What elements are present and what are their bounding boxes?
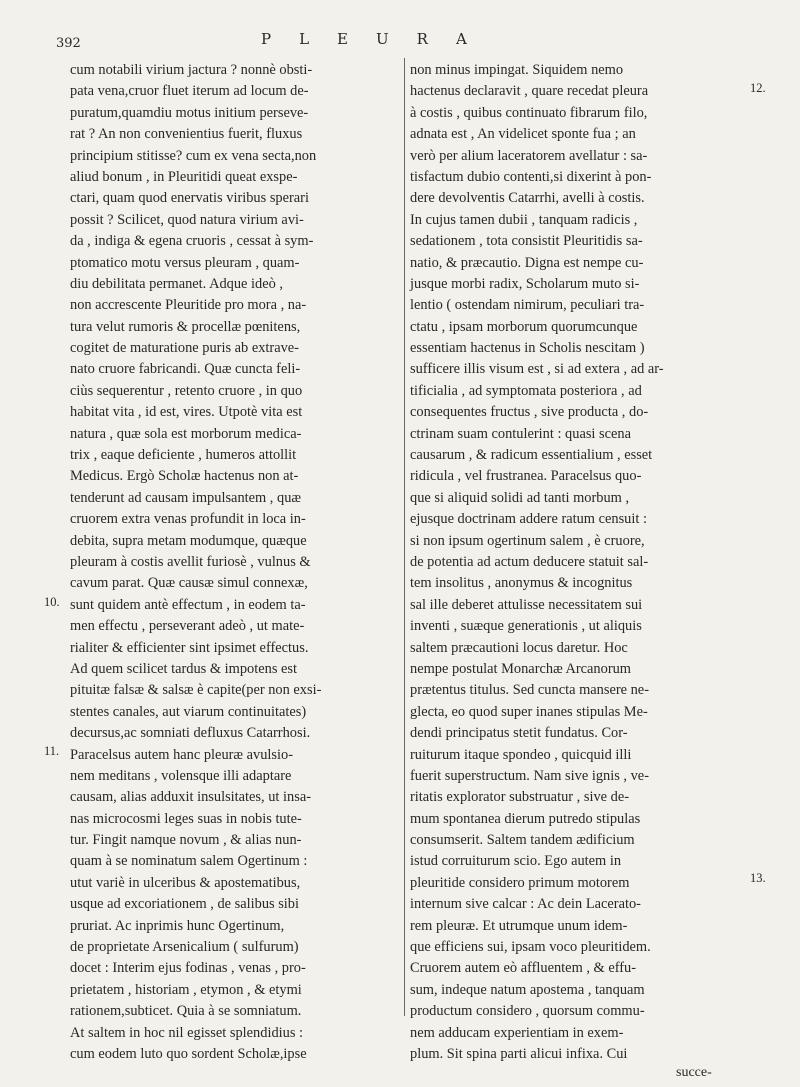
text-line: utut variè in ulceribus & apostematibus,	[70, 874, 301, 891]
text-line: causam, alias adduxit insulsitates, ut insa-	[70, 789, 311, 806]
text-line: pata vena,cruor fluet iterum ad locum de-	[70, 83, 309, 100]
text-line: cum eodem luto quo sordent Scholæ,ipse	[70, 1045, 307, 1062]
text-line: lentio ( ostendam nimirum, peculiari tra-	[410, 297, 645, 314]
text-line: essentiam hactenus in Scholis nescitam )	[410, 340, 645, 357]
text-line: pruriat. Ac inprimis hunc Ogertinum,	[70, 917, 285, 934]
text-line: da , indiga & egena cruoris , cessat à sym-	[70, 233, 314, 250]
text-line: principium stitisse? cum ex vena secta,non	[70, 147, 317, 164]
text-line: sal ille deberet attulisse necessitatem sui	[410, 596, 643, 613]
text-line: si non ipsum ogertinum salem , è cruore,	[410, 532, 645, 549]
text-line: que efficiens sui, ipsam voco pleuritidem.	[410, 939, 651, 956]
text-line: cavum parat. Quæ causæ simul connexæ,	[70, 575, 308, 592]
text-line: trix , eaque deficiente , humeros attollit	[70, 447, 297, 464]
text-line: diu debilitata permanet. Adque ideò ,	[70, 275, 283, 292]
text-line: ciùs sequerentur , retento cruore , in quo	[70, 382, 303, 399]
text-line: debita, supra metam modumque, quæque	[70, 532, 307, 549]
text-line: pleuritide considero primum motorem	[410, 874, 630, 891]
text-line: ritatis explorator substruatur , sive de-	[410, 789, 630, 806]
margin-number-13: 13.	[750, 871, 766, 885]
text-line: possit ? Scilicet, quod natura virium avi-	[70, 211, 304, 228]
text-line: nem meditans , volensque illi adaptare	[70, 767, 292, 784]
text-line: tisfactum dubio contenti,si dixerint à pon-	[410, 168, 652, 185]
text-line: adnata est , An videlicet sponte fua ; an	[410, 126, 636, 143]
column-divider	[404, 58, 405, 1016]
text-line: usque ad excoriationem , de salibus sibi	[70, 896, 299, 913]
running-head: PLEURA	[261, 30, 495, 48]
text-line: habitat vita , id est, vires. Utpotè vita est	[70, 404, 303, 421]
text-line: puratum,quamdiu motus initium perseve-	[70, 104, 309, 121]
text-line: In cujus tamen dubii , tanquam radicis ,	[410, 211, 638, 228]
text-line: plum. Sit spina parti alicui infixa. Cui	[410, 1045, 628, 1062]
text-line: saltem præcautioni locus daretur. Hoc	[410, 639, 628, 656]
text-line: fuerit superstructum. Nam sive ignis , ve-	[410, 767, 649, 784]
text-line: rialiter & efficienter sint ipsimet effectus.	[70, 639, 309, 656]
page-header	[56, 30, 760, 52]
text-line: ctari, quam quod enervatis viribus sperari	[70, 190, 309, 207]
text-line: tem insolitus , anonymus & incognitus	[410, 575, 633, 592]
text-line: tificialia , ad symptomata posteriora , ad	[410, 382, 642, 399]
text-line: rationem,subticet. Quia à se somniatum.	[70, 1003, 302, 1020]
text-line: consumserit. Saltem tandem ædificium	[410, 832, 635, 849]
text-line: prætentus titulus. Sed cuncta mansere ne-	[410, 682, 649, 699]
text-line: jusque morbi radix, Scholarum muto si-	[410, 275, 640, 292]
text-line: cruorem extra venas profundit in loca in-	[70, 511, 306, 528]
text-line: ejusque doctrinam addere ratum censuit :	[410, 511, 647, 528]
text-line: men effectu , perseverant adeò , ut mate-	[70, 618, 305, 635]
text-line: verò per alium laceratorem avellatur : sa-	[410, 147, 648, 164]
text-line: mum spontanea dierum putredo stipulas	[410, 810, 641, 827]
text-line: prietatem , historiam , etymon , & etymi	[70, 981, 302, 998]
text-line: causarum , & radicum essentialium , esset	[410, 447, 653, 464]
text-line: docet : Interim ejus fodinas , venas , pro-	[70, 960, 306, 977]
text-line: pleuram à costis avellit furiosè , vulnus &	[70, 553, 311, 570]
right-column	[410, 60, 740, 1065]
text-line: decursus,ac somniati defluxus Catarrhosi.	[70, 725, 311, 742]
text-line: nem adducam experientiam in exem-	[410, 1024, 624, 1041]
text-line: consequentes fructus , sive producta , do-	[410, 404, 649, 421]
text-line: non minus impingat. Siquidem nemo	[410, 62, 624, 78]
text-line: productum considero , quorsum commu-	[410, 1003, 645, 1020]
text-line: internum sive calcar : Ac dein Lacerato-	[410, 896, 641, 913]
text-line: Paracelsus autem hanc pleuræ avulsio-	[70, 746, 293, 763]
text-line: sufficere illis visum est , si ad extera , ad ar-	[410, 361, 664, 378]
text-line: ctrinam suam contulerint : quasi scena	[410, 425, 631, 442]
text-line: à costis , quibus continuato fibrarum filo,	[410, 104, 648, 121]
text-line: tenderunt ad causam impulsantem , quæ	[70, 489, 301, 506]
text-line: de proprietate Arsenicalium ( sulfurum)	[70, 939, 299, 956]
text-line: nas microcosmi leges suas in nobis tute-	[70, 810, 302, 827]
left-column	[70, 60, 400, 1065]
text-line: natio, & præcautio. Digna est nempe cu-	[410, 254, 644, 271]
text-line: sedationem , tota consistit Pleuritidis sa-	[410, 233, 643, 250]
catchword: succe-	[676, 1065, 712, 1080]
text-line: nempe postulat Monarchæ Arcanorum	[410, 660, 632, 677]
text-line: cum notabili virium jactura ? nonnè obsti-	[70, 62, 313, 78]
text-line: non accrescente Pleuritide pro mora , na-	[70, 297, 307, 314]
text-line: stentes canales, aut viarum continuitates)	[70, 703, 307, 720]
text-line: sum, indeque natum apostema , tanquam	[410, 981, 645, 998]
text-line: ptomatico motu versus pleuram , quam-	[70, 254, 300, 271]
text-line: glecta, eo quod super inanes stipulas Me-	[410, 703, 648, 720]
text-line: hactenus declaravit , quare recedat pleura	[410, 83, 649, 100]
text-line: sunt quidem antè effectum , in eodem ta-	[70, 596, 306, 613]
text-line: rem pleuræ. Et utrumque unum idem-	[410, 917, 628, 934]
margin-number-11: 11.	[44, 744, 60, 758]
margin-number-10: 10.	[44, 595, 60, 609]
text-line: natura , quæ sola est morborum medica-	[70, 425, 302, 442]
text-line: pituitæ falsæ & salsæ è capite(per non exsi-	[70, 682, 322, 699]
text-line: inventi , suæque generationis , ut aliquis	[410, 618, 642, 635]
text-line: rat ? An non convenientius fuerit, fluxus	[70, 126, 303, 143]
text-line: Ad quem scilicet tardus & impotens est	[70, 660, 298, 677]
text-line: que si aliquid solidi ad tanti morbum ,	[410, 489, 630, 506]
text-line: dere devolventis Catarrhi, avelli à costis.	[410, 190, 645, 207]
text-line: dendi principatus stetit fundatus. Cor-	[410, 725, 628, 742]
text-line: ruiturum itaque spondeo , quicquid illi	[410, 746, 632, 763]
text-line: Cruorem autem eò affluentem , & effu-	[410, 960, 637, 977]
text-line: At saltem in hoc nil egisset splendidius :	[70, 1024, 304, 1041]
page-number: 392	[56, 36, 81, 51]
text-line: aliud bonum , in Pleuritidi queat exspe-	[70, 168, 298, 185]
text-line: nato cruore fabricandi. Quæ cuncta feli-	[70, 361, 301, 378]
text-line: de potentia ad actum deducere statuit sal-	[410, 553, 649, 570]
text-line: cogitet de maturatione puris ab extrave-	[70, 340, 299, 357]
text-line: Medicus. Ergò Scholæ hactenus non at-	[70, 468, 299, 485]
text-line: tur. Fingit namque novum , & alias nun-	[70, 832, 302, 849]
text-line: istud corruiturum scio. Ego autem in	[410, 853, 622, 870]
text-line: ridicula , vel frustranea. Paracelsus quo-	[410, 468, 642, 485]
margin-number-12: 12.	[750, 81, 766, 95]
text-line: ctatu , ipsam morborum quorumcunque	[410, 318, 638, 335]
text-line: tura velut rumoris & procellæ pœnitens,	[70, 318, 301, 335]
text-line: quam à se nominatum salem Ogertinum :	[70, 853, 308, 870]
